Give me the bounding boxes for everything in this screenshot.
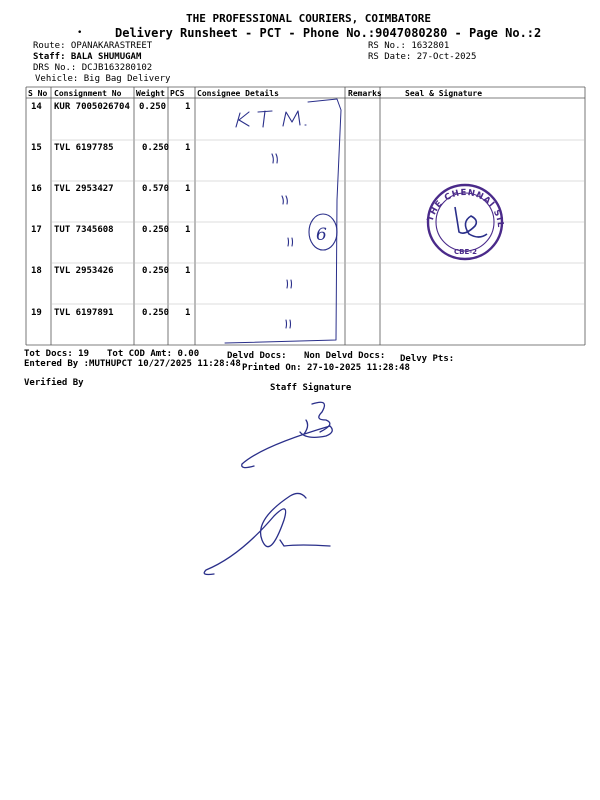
delvy-pts: Delvy Pts:: [400, 354, 455, 364]
tot-docs: Tot Docs: 19: [24, 349, 90, 359]
staff-label: Staff: BALA SHUMUGAM: [33, 52, 142, 62]
row-pcs: 1: [185, 184, 191, 194]
row-consignment: TVL 6197891: [54, 308, 114, 318]
delvd-docs: Delvd Docs:: [227, 351, 287, 361]
verified-by: Verified By: [24, 378, 84, 388]
row-weight: 0.250: [142, 308, 170, 318]
col-consignee: Consignee Details: [197, 89, 279, 98]
tot-cod-amt: Tot COD Amt: 0.00: [107, 349, 200, 359]
staff-signature-label: Staff Signature: [270, 383, 352, 393]
verified-signature: [204, 493, 330, 574]
entered-by: Entered By :MUTHUPCT 10/27/2025 11:28:48: [24, 359, 241, 369]
row-sno: 16: [31, 184, 42, 194]
svg-text:THE CHENNAI SILKS: [426, 188, 505, 229]
row-pcs: 1: [185, 143, 191, 153]
staff-signature: [242, 402, 333, 467]
ditto-mark: [288, 238, 293, 246]
company-title: THE PROFESSIONAL COURIERS, COIMBATORE: [186, 12, 432, 25]
ditto-mark: [286, 320, 291, 328]
row-weight: 0.250: [142, 266, 170, 276]
drs-number: DRS No.: DCJB163280102: [33, 63, 153, 73]
row-pcs: 1: [185, 266, 191, 276]
row-consignment: TVL 2953427: [54, 184, 114, 194]
col-weight: Weight: [136, 89, 165, 98]
row-consignment: TVL 2953426: [54, 266, 114, 276]
row-sno: 15: [31, 143, 42, 153]
circled-count-ring: [309, 214, 337, 250]
row-sno: 17: [31, 225, 42, 235]
row-consignment: TUT 7345608: [54, 225, 114, 235]
col-consignment: Consignment No: [54, 89, 122, 98]
vehicle-label: Vehicle: Big Bag Delivery: [35, 74, 171, 84]
ditto-mark: [282, 196, 287, 204]
runsheet-title: Delivery Runsheet - PCT - Phone No.:9047080280 - Page No.:2: [115, 26, 542, 40]
col-seal-signature: Seal & Signature: [405, 89, 483, 98]
row-pcs: 1: [185, 308, 191, 318]
ditto-mark: [272, 154, 277, 163]
rs-date: RS Date: 27-Oct-2025: [368, 52, 477, 62]
non-delvd-docs: Non Delvd Docs:: [304, 351, 386, 361]
row-sno: 19: [31, 308, 42, 318]
row-sno: 14: [31, 102, 42, 112]
bullet-mark: •: [77, 28, 83, 38]
row-weight: 0.250: [142, 225, 170, 235]
row-pcs: 1: [185, 225, 191, 235]
route-label: Route: OPANAKARASTREET: [33, 41, 153, 51]
printed-on: Printed On: 27-10-2025 11:28:48: [242, 363, 410, 373]
row-consignment: TVL 6197785: [54, 143, 114, 153]
ditto-mark: [287, 280, 292, 288]
row-weight: 0.250: [142, 143, 170, 153]
col-remarks: Remarks: [348, 89, 382, 98]
col-sno: S No: [28, 89, 48, 98]
stamp-sub: CBE-2: [454, 248, 478, 256]
row-sno: 18: [31, 266, 42, 276]
bracket-line: [225, 99, 341, 343]
row-pcs: 1: [185, 102, 191, 112]
handwritten-ktm: [236, 111, 306, 127]
stamp-signature: [455, 207, 487, 237]
row-consignment: KUR 7005026704: [54, 102, 130, 112]
circled-count: 6: [316, 225, 327, 245]
col-pcs: PCS: [170, 89, 185, 98]
stamp-text: THE CHENNAI SILKS: [425, 187, 506, 229]
rs-number: RS No.: 1632801: [368, 41, 450, 51]
row-weight: 0.250: [139, 102, 167, 112]
row-weight: 0.570: [142, 184, 170, 194]
